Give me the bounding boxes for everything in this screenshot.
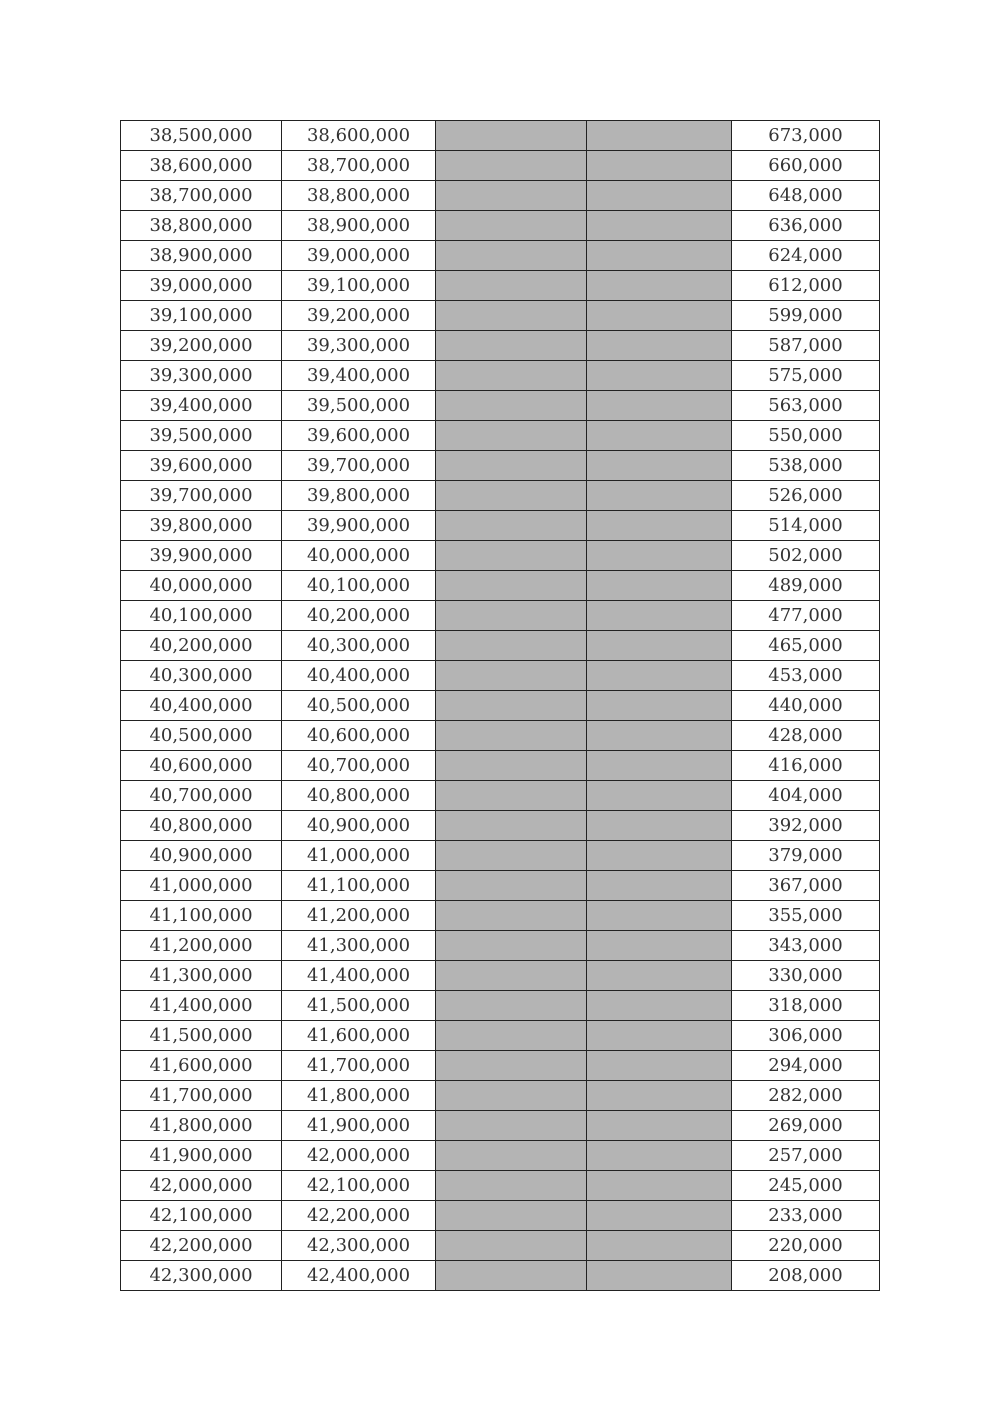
shaded-cell <box>436 661 587 691</box>
range-to-cell: 42,200,000 <box>282 1201 436 1231</box>
range-from-cell: 39,100,000 <box>121 301 282 331</box>
shaded-cell <box>436 691 587 721</box>
range-from-cell: 42,200,000 <box>121 1231 282 1261</box>
amount-cell: 208,000 <box>732 1261 880 1291</box>
shaded-cell <box>436 571 587 601</box>
range-from-cell: 38,800,000 <box>121 211 282 241</box>
shaded-cell <box>587 1081 732 1111</box>
table-row <box>121 511 880 541</box>
range-to-cell: 41,500,000 <box>282 991 436 1021</box>
shaded-cell <box>587 331 732 361</box>
amount-cell: 318,000 <box>732 991 880 1021</box>
amount-cell: 416,000 <box>732 751 880 781</box>
table-row <box>121 1201 880 1231</box>
range-from-cell: 39,700,000 <box>121 481 282 511</box>
range-to-cell: 41,600,000 <box>282 1021 436 1051</box>
table-row <box>121 181 880 211</box>
range-to-cell: 38,800,000 <box>282 181 436 211</box>
shaded-cell <box>587 1021 732 1051</box>
shaded-cell <box>587 1111 732 1141</box>
shaded-cell <box>436 1231 587 1261</box>
shaded-cell <box>436 391 587 421</box>
table-row <box>121 901 880 931</box>
table-row <box>121 991 880 1021</box>
shaded-cell <box>436 811 587 841</box>
table-row <box>121 331 880 361</box>
range-from-cell: 39,400,000 <box>121 391 282 421</box>
amount-cell: 355,000 <box>732 901 880 931</box>
shaded-cell <box>436 961 587 991</box>
shaded-cell <box>587 271 732 301</box>
range-to-cell: 42,000,000 <box>282 1141 436 1171</box>
range-from-cell: 38,600,000 <box>121 151 282 181</box>
shaded-cell <box>587 451 732 481</box>
shaded-cell <box>436 931 587 961</box>
shaded-cell <box>436 1261 587 1291</box>
range-from-cell: 39,000,000 <box>121 271 282 301</box>
range-to-cell: 39,200,000 <box>282 301 436 331</box>
amount-cell: 636,000 <box>732 211 880 241</box>
amount-cell: 245,000 <box>732 1171 880 1201</box>
range-from-cell: 41,300,000 <box>121 961 282 991</box>
amount-cell: 404,000 <box>732 781 880 811</box>
range-from-cell: 39,200,000 <box>121 331 282 361</box>
amount-cell: 233,000 <box>732 1201 880 1231</box>
amount-cell: 294,000 <box>732 1051 880 1081</box>
table-row <box>121 391 880 421</box>
shaded-cell <box>587 301 732 331</box>
table-row <box>121 1141 880 1171</box>
shaded-cell <box>587 661 732 691</box>
range-to-cell: 39,500,000 <box>282 391 436 421</box>
amount-cell: 648,000 <box>732 181 880 211</box>
range-from-cell: 40,000,000 <box>121 571 282 601</box>
range-to-cell: 38,900,000 <box>282 211 436 241</box>
range-from-cell: 39,900,000 <box>121 541 282 571</box>
amount-cell: 673,000 <box>732 121 880 151</box>
table-row <box>121 571 880 601</box>
range-from-cell: 41,400,000 <box>121 991 282 1021</box>
shaded-cell <box>587 1231 732 1261</box>
shaded-cell <box>436 271 587 301</box>
range-to-cell: 38,600,000 <box>282 121 436 151</box>
range-from-cell: 40,700,000 <box>121 781 282 811</box>
shaded-cell <box>587 361 732 391</box>
shaded-cell <box>587 481 732 511</box>
table-body <box>121 121 880 1291</box>
range-to-cell: 41,100,000 <box>282 871 436 901</box>
range-from-cell: 40,200,000 <box>121 631 282 661</box>
amount-cell: 599,000 <box>732 301 880 331</box>
range-from-cell: 42,100,000 <box>121 1201 282 1231</box>
shaded-cell <box>587 1171 732 1201</box>
range-from-cell: 39,300,000 <box>121 361 282 391</box>
shaded-cell <box>436 751 587 781</box>
table-row <box>121 841 880 871</box>
shaded-cell <box>436 181 587 211</box>
shaded-cell <box>436 721 587 751</box>
table-row <box>121 961 880 991</box>
amount-cell: 502,000 <box>732 541 880 571</box>
range-from-cell: 38,500,000 <box>121 121 282 151</box>
amount-cell: 587,000 <box>732 331 880 361</box>
range-from-cell: 40,100,000 <box>121 601 282 631</box>
range-from-cell: 39,500,000 <box>121 421 282 451</box>
range-to-cell: 39,700,000 <box>282 451 436 481</box>
shaded-cell <box>436 1201 587 1231</box>
income-bracket-table <box>120 120 880 1291</box>
shaded-cell <box>436 1111 587 1141</box>
table-row <box>121 811 880 841</box>
shaded-cell <box>587 121 732 151</box>
shaded-cell <box>587 631 732 661</box>
amount-cell: 379,000 <box>732 841 880 871</box>
shaded-cell <box>587 811 732 841</box>
range-to-cell: 40,400,000 <box>282 661 436 691</box>
range-from-cell: 38,900,000 <box>121 241 282 271</box>
amount-cell: 465,000 <box>732 631 880 661</box>
amount-cell: 269,000 <box>732 1111 880 1141</box>
range-from-cell: 40,600,000 <box>121 751 282 781</box>
shaded-cell <box>436 361 587 391</box>
range-from-cell: 38,700,000 <box>121 181 282 211</box>
range-from-cell: 41,500,000 <box>121 1021 282 1051</box>
shaded-cell <box>436 901 587 931</box>
amount-cell: 477,000 <box>732 601 880 631</box>
shaded-cell <box>587 511 732 541</box>
table-row <box>121 931 880 961</box>
range-to-cell: 40,700,000 <box>282 751 436 781</box>
shaded-cell <box>436 1021 587 1051</box>
table-row <box>121 301 880 331</box>
range-from-cell: 42,000,000 <box>121 1171 282 1201</box>
table-row <box>121 871 880 901</box>
range-to-cell: 39,100,000 <box>282 271 436 301</box>
amount-cell: 612,000 <box>732 271 880 301</box>
table-row <box>121 541 880 571</box>
amount-cell: 343,000 <box>732 931 880 961</box>
range-to-cell: 42,100,000 <box>282 1171 436 1201</box>
range-from-cell: 41,600,000 <box>121 1051 282 1081</box>
amount-cell: 526,000 <box>732 481 880 511</box>
range-to-cell: 40,800,000 <box>282 781 436 811</box>
amount-cell: 392,000 <box>732 811 880 841</box>
shaded-cell <box>436 541 587 571</box>
range-from-cell: 41,800,000 <box>121 1111 282 1141</box>
shaded-cell <box>587 961 732 991</box>
shaded-cell <box>587 781 732 811</box>
amount-cell: 440,000 <box>732 691 880 721</box>
amount-cell: 282,000 <box>732 1081 880 1111</box>
amount-cell: 220,000 <box>732 1231 880 1261</box>
table-row <box>121 661 880 691</box>
shaded-cell <box>436 241 587 271</box>
shaded-cell <box>587 721 732 751</box>
amount-cell: 514,000 <box>732 511 880 541</box>
range-from-cell: 41,000,000 <box>121 871 282 901</box>
shaded-cell <box>436 871 587 901</box>
range-from-cell: 40,800,000 <box>121 811 282 841</box>
range-to-cell: 40,300,000 <box>282 631 436 661</box>
shaded-cell <box>587 1051 732 1081</box>
shaded-cell <box>436 481 587 511</box>
table-row <box>121 691 880 721</box>
shaded-cell <box>436 601 587 631</box>
range-to-cell: 40,900,000 <box>282 811 436 841</box>
table-row <box>121 121 880 151</box>
range-to-cell: 39,400,000 <box>282 361 436 391</box>
range-to-cell: 40,600,000 <box>282 721 436 751</box>
range-to-cell: 40,100,000 <box>282 571 436 601</box>
range-from-cell: 39,800,000 <box>121 511 282 541</box>
range-from-cell: 39,600,000 <box>121 451 282 481</box>
amount-cell: 538,000 <box>732 451 880 481</box>
table-row <box>121 1051 880 1081</box>
table-row <box>121 421 880 451</box>
amount-cell: 367,000 <box>732 871 880 901</box>
shaded-cell <box>436 1171 587 1201</box>
amount-cell: 660,000 <box>732 151 880 181</box>
table-row <box>121 751 880 781</box>
shaded-cell <box>587 901 732 931</box>
amount-cell: 489,000 <box>732 571 880 601</box>
shaded-cell <box>587 601 732 631</box>
shaded-cell <box>436 841 587 871</box>
range-to-cell: 39,000,000 <box>282 241 436 271</box>
table-row <box>121 151 880 181</box>
shaded-cell <box>587 691 732 721</box>
shaded-cell <box>436 991 587 1021</box>
shaded-cell <box>436 421 587 451</box>
shaded-cell <box>587 871 732 901</box>
range-from-cell: 40,900,000 <box>121 841 282 871</box>
range-to-cell: 40,200,000 <box>282 601 436 631</box>
range-to-cell: 39,600,000 <box>282 421 436 451</box>
shaded-cell <box>587 241 732 271</box>
shaded-cell <box>587 1141 732 1171</box>
range-from-cell: 42,300,000 <box>121 1261 282 1291</box>
table-row <box>121 631 880 661</box>
amount-cell: 575,000 <box>732 361 880 391</box>
table-row <box>121 1261 880 1291</box>
range-to-cell: 41,200,000 <box>282 901 436 931</box>
shaded-cell <box>587 211 732 241</box>
table-row <box>121 1081 880 1111</box>
shaded-cell <box>436 331 587 361</box>
range-to-cell: 41,800,000 <box>282 1081 436 1111</box>
range-from-cell: 40,500,000 <box>121 721 282 751</box>
range-from-cell: 41,200,000 <box>121 931 282 961</box>
table-row <box>121 241 880 271</box>
shaded-cell <box>587 181 732 211</box>
range-to-cell: 39,300,000 <box>282 331 436 361</box>
shaded-cell <box>587 571 732 601</box>
range-to-cell: 39,900,000 <box>282 511 436 541</box>
range-from-cell: 41,900,000 <box>121 1141 282 1171</box>
shaded-cell <box>587 151 732 181</box>
table-row <box>121 451 880 481</box>
shaded-cell <box>587 751 732 781</box>
range-to-cell: 40,000,000 <box>282 541 436 571</box>
range-to-cell: 38,700,000 <box>282 151 436 181</box>
shaded-cell <box>587 1201 732 1231</box>
range-to-cell: 39,800,000 <box>282 481 436 511</box>
table-row <box>121 361 880 391</box>
amount-cell: 624,000 <box>732 241 880 271</box>
amount-cell: 428,000 <box>732 721 880 751</box>
table-row <box>121 1171 880 1201</box>
shaded-cell <box>587 931 732 961</box>
amount-cell: 550,000 <box>732 421 880 451</box>
range-to-cell: 41,300,000 <box>282 931 436 961</box>
range-to-cell: 42,300,000 <box>282 1231 436 1261</box>
shaded-cell <box>436 511 587 541</box>
table-row <box>121 1231 880 1261</box>
amount-cell: 257,000 <box>732 1141 880 1171</box>
shaded-cell <box>436 631 587 661</box>
table-row <box>121 211 880 241</box>
shaded-cell <box>436 781 587 811</box>
shaded-cell <box>587 421 732 451</box>
range-from-cell: 41,100,000 <box>121 901 282 931</box>
range-from-cell: 40,300,000 <box>121 661 282 691</box>
shaded-cell <box>587 1261 732 1291</box>
shaded-cell <box>436 121 587 151</box>
shaded-cell <box>436 451 587 481</box>
table-row <box>121 1021 880 1051</box>
shaded-cell <box>436 1051 587 1081</box>
shaded-cell <box>436 211 587 241</box>
range-to-cell: 40,500,000 <box>282 691 436 721</box>
range-to-cell: 41,000,000 <box>282 841 436 871</box>
amount-cell: 306,000 <box>732 1021 880 1051</box>
range-from-cell: 41,700,000 <box>121 1081 282 1111</box>
shaded-cell <box>587 991 732 1021</box>
table-row <box>121 601 880 631</box>
table-row <box>121 481 880 511</box>
range-to-cell: 41,700,000 <box>282 1051 436 1081</box>
amount-cell: 563,000 <box>732 391 880 421</box>
shaded-cell <box>587 541 732 571</box>
amount-cell: 453,000 <box>732 661 880 691</box>
shaded-cell <box>436 1141 587 1171</box>
table-row <box>121 271 880 301</box>
shaded-cell <box>587 841 732 871</box>
table-row <box>121 1111 880 1141</box>
table-row <box>121 721 880 751</box>
shaded-cell <box>587 391 732 421</box>
range-from-cell: 40,400,000 <box>121 691 282 721</box>
range-to-cell: 41,400,000 <box>282 961 436 991</box>
range-to-cell: 41,900,000 <box>282 1111 436 1141</box>
table-row <box>121 781 880 811</box>
shaded-cell <box>436 151 587 181</box>
range-to-cell: 42,400,000 <box>282 1261 436 1291</box>
shaded-cell <box>436 301 587 331</box>
amount-cell: 330,000 <box>732 961 880 991</box>
shaded-cell <box>436 1081 587 1111</box>
